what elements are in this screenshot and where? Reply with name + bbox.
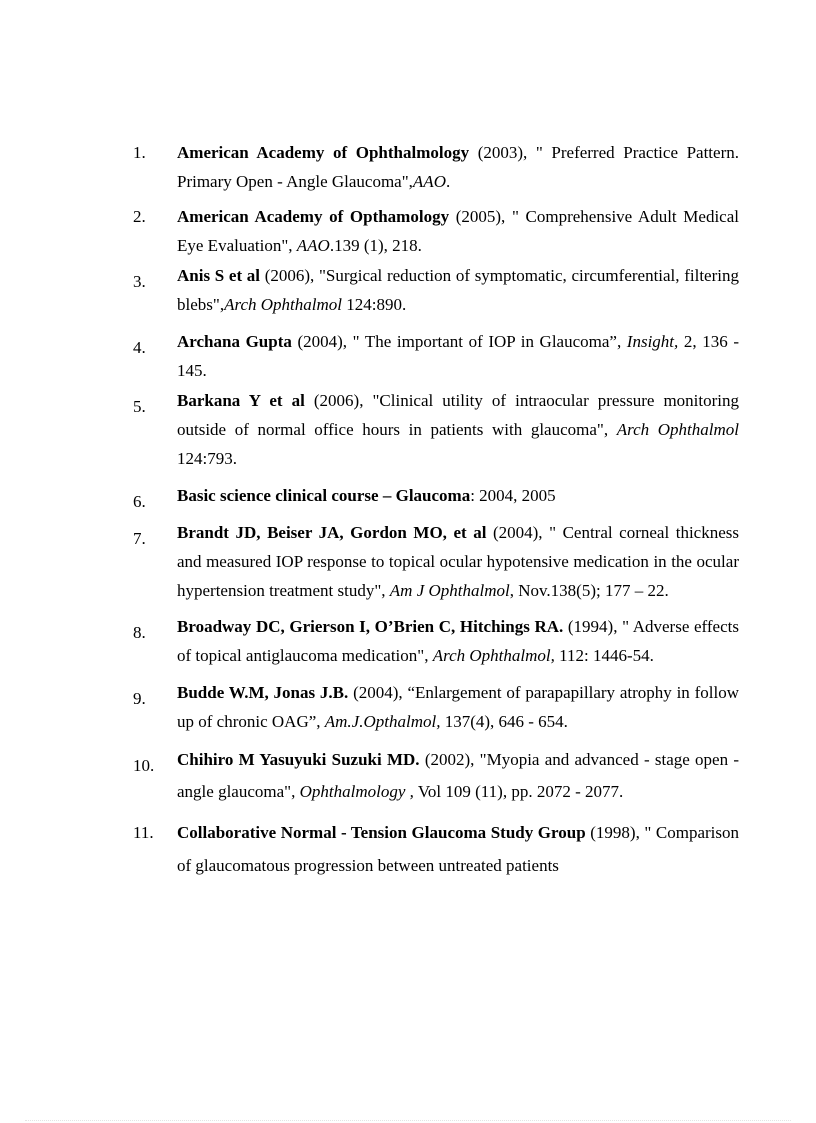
- reference-tail: 2, 136 - 145.: [177, 332, 739, 380]
- reference-text: (1994), " Adverse effects of topical antiglaucoma medication",: [177, 617, 739, 665]
- page-bottom-divider: [25, 1120, 791, 1121]
- reference-text: (2004), " Central corneal thickness and measured IOP response to topical ocular hypotensive medication in the ocular hypertension treatment study",: [177, 523, 739, 600]
- reference-tail: .: [445, 172, 451, 191]
- reference-tail: 124:890.: [341, 295, 407, 314]
- reference-item: [133, 138, 739, 196]
- reference-journal: AAO: [296, 236, 330, 255]
- reference-journal: Arch Ophthalmol: [224, 295, 342, 314]
- reference-tail: , Nov.138(5); 177 – 22.: [509, 581, 669, 600]
- reference-list: [133, 138, 739, 882]
- reference-number: 5.: [133, 397, 146, 416]
- reference-item: [133, 481, 739, 510]
- reference-text: (2003), " Preferred Practice Pattern. Primary Open - Angle Glaucoma",: [177, 143, 739, 191]
- reference-item: [133, 327, 739, 385]
- reference-author: Anis S et al: [177, 266, 261, 285]
- reference-journal: Ophthalmology ,: [299, 782, 414, 801]
- reference-item: [133, 744, 739, 808]
- reference-item: [133, 816, 739, 882]
- reference-tail: 124:793.: [177, 449, 237, 468]
- reference-text: (2004), " The important of IOP in Glaucoma”,: [291, 332, 627, 351]
- reference-author: Archana Gupta: [177, 332, 292, 351]
- reference-item: [133, 202, 739, 260]
- reference-author: Brandt JD, Beiser JA, Gordon MO, et al: [177, 523, 487, 542]
- reference-item: [133, 678, 739, 736]
- reference-text: (2002), "Myopia and advanced - stage open - angle glaucoma",: [177, 750, 740, 801]
- reference-number: 1.: [133, 143, 146, 162]
- reference-number: 2.: [133, 207, 146, 226]
- reference-author: Barkana Y et al: [177, 391, 305, 410]
- reference-author: Basic science clinical course – Glaucoma: [177, 486, 471, 505]
- reference-item: [133, 261, 739, 319]
- reference-author: Budde W.M, Jonas J.B.: [177, 683, 349, 702]
- reference-author: Chihiro M Yasuyuki Suzuki MD.: [177, 750, 420, 769]
- reference-number: 3.: [133, 272, 146, 291]
- reference-number: 7.: [133, 529, 146, 548]
- reference-author: Broadway DC, Grierson I, O’Brien C, Hitchings RA.: [177, 617, 564, 636]
- reference-journal: Am J Ophthalmol: [389, 581, 510, 600]
- reference-number: 6.: [133, 492, 146, 511]
- reference-tail: .139 (1), 218.: [329, 236, 422, 255]
- reference-item: [133, 612, 739, 670]
- reference-author: American Academy of Opthamology: [177, 207, 450, 226]
- reference-tail: 112: 1446-54.: [554, 646, 654, 665]
- reference-text: (2005), " Comprehensive Adult Medical Eye Evaluation",: [177, 207, 739, 255]
- reference-journal: Insight,: [626, 332, 679, 351]
- reference-tail: Vol 109 (11), pp. 2072 - 2077.: [413, 782, 624, 801]
- reference-journal: Arch Ophthalmol,: [432, 646, 555, 665]
- reference-number: 8.: [133, 623, 146, 642]
- reference-number: 4.: [133, 338, 146, 357]
- reference-text: (2004), “Enlargement of parapapillary atrophy in follow up of chronic OAG”,: [177, 683, 739, 731]
- reference-number: 10.: [133, 756, 155, 775]
- reference-text: (2006), "Surgical reduction of symptomatic, circumferential, filtering blebs",: [177, 266, 739, 314]
- reference-text: : 2004, 2005: [470, 486, 556, 505]
- reference-item: [133, 386, 739, 473]
- reference-journal: Arch Ophthalmol: [616, 420, 739, 439]
- reference-text: (1998), " Comparison of glaucomatous progression between untreated patients: [177, 823, 739, 875]
- reference-journal: Am.J.Opthalmol,: [324, 712, 441, 731]
- reference-number: 11.: [133, 823, 154, 842]
- reference-journal: AAO: [412, 172, 446, 191]
- reference-item: [133, 518, 739, 605]
- reference-author: American Academy of Ophthalmology: [177, 143, 470, 162]
- reference-author: Collaborative Normal - Tension Glaucoma Study Group: [177, 823, 586, 842]
- reference-number: 9.: [133, 689, 146, 708]
- reference-text: (2006), "Clinical utility of intraocular pressure monitoring outside of normal office hours in patients with glaucoma",: [177, 391, 739, 439]
- reference-tail: 137(4), 646 - 654.: [440, 712, 568, 731]
